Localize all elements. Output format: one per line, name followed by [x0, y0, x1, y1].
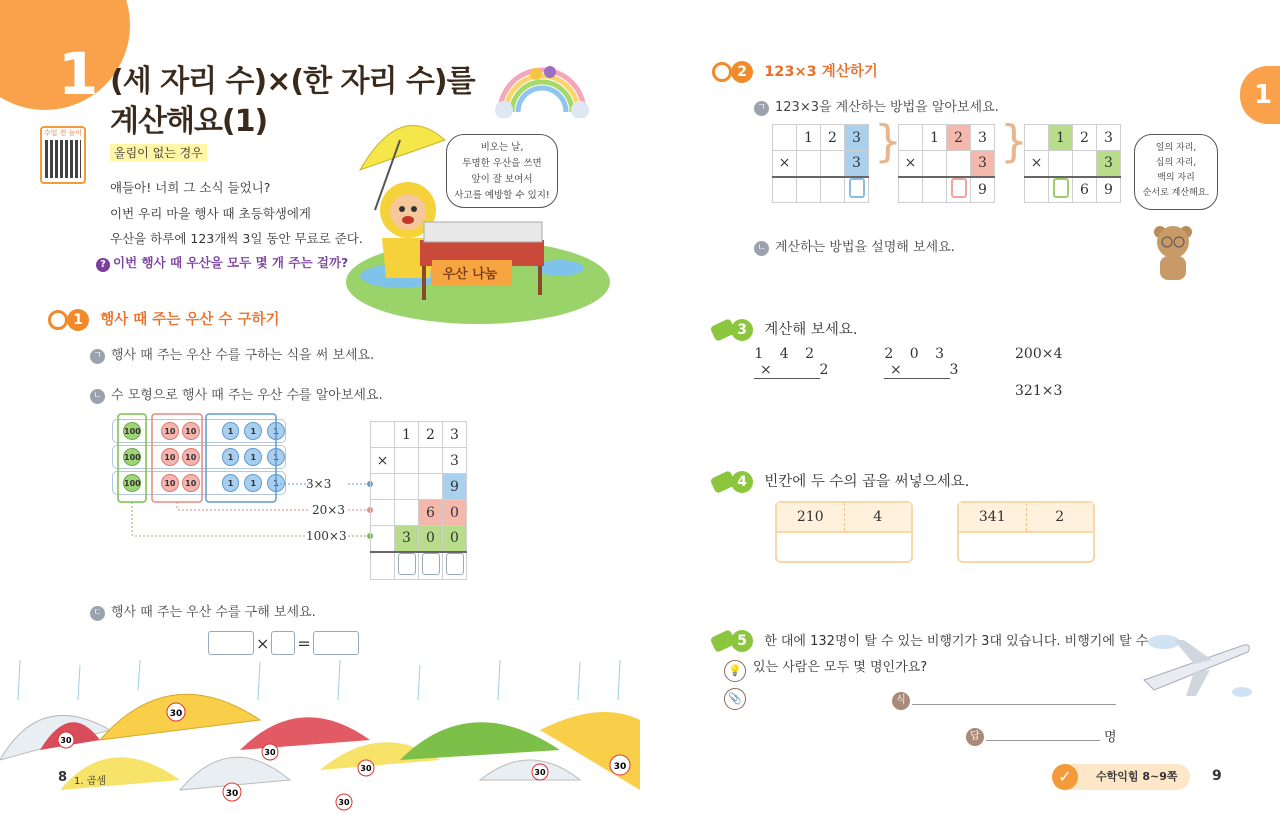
grid3-hundreds-box[interactable]	[1053, 178, 1069, 198]
section4-title: 빈칸에 두 수의 곱을 써넣으세요.	[764, 474, 970, 490]
eq-box-3[interactable]	[313, 631, 359, 655]
label-100x3: 100×3	[306, 529, 347, 543]
pencil-icon	[710, 470, 737, 494]
intro-question: ? 이번 행사 때 우산을 모두 몇 개 주는 걸까?	[96, 253, 348, 272]
qr-code[interactable]	[45, 140, 81, 178]
chapter-number: 1	[58, 40, 99, 108]
section3-header	[712, 318, 857, 341]
s1-question-a: ㄱ 행사 때 주는 우산 수를 구하는 식을 써 보세요.	[90, 344, 374, 364]
s1-multiplication-grid: 1 2 3 × 3 9 6 0 3 0 0	[370, 421, 467, 580]
check-icon: ✓	[1052, 764, 1078, 790]
answer-box-tens[interactable]	[422, 553, 440, 575]
problem-200x4: 200×4	[1015, 346, 1063, 362]
brace-2: }	[1000, 116, 1028, 167]
story-line-2: 이번 우리 마을 행사 때 초등학생에게	[110, 206, 311, 221]
product-box-2: 341 2	[957, 501, 1095, 563]
eq-box-2[interactable]	[271, 631, 295, 655]
expression-line[interactable]	[912, 704, 1116, 705]
dap-badge: 답	[966, 724, 984, 746]
umbrellas-decoration	[0, 660, 640, 814]
s2-question-b: ㄴ 계산하는 방법을 설명해 보세요.	[754, 236, 955, 256]
section2-title: 123×3 계산하기	[764, 64, 878, 80]
answer-box-hundreds[interactable]	[398, 553, 416, 575]
eq-box-1[interactable]	[208, 631, 254, 655]
lightbulb-icon[interactable]: 💡	[724, 660, 746, 682]
bear-speech-bubble: 일의 자리, 십의 자리, 백의 자리 순서로 계산해요.	[1134, 134, 1218, 210]
section5-number: 5	[731, 630, 753, 652]
coin-row-2: 100 10 10 1 1 1	[112, 445, 286, 469]
svg-text:30: 30	[360, 764, 372, 773]
s2-grid-1: 1 2 3 × 3	[772, 124, 869, 203]
paperclip-icon[interactable]: 📎	[724, 688, 746, 710]
s1-question-c: ㄷ 행사 때 주는 우산 수를 구해 보세요.	[90, 601, 316, 621]
section1-number: 1	[67, 309, 89, 331]
section5-title-line2: 있는 사람은 모두 몇 명인가요?	[753, 660, 928, 675]
svg-text:30: 30	[264, 748, 276, 757]
grid2-tens-box[interactable]	[951, 178, 967, 198]
speech-bubble: 비오는 날, 투명한 우산을 쓰면 앞이 잘 보여서 사고를 예방할 수 있지!	[446, 134, 558, 208]
page-number-left: 8	[58, 770, 68, 785]
answer-unit: 명	[1104, 730, 1117, 745]
s2-question-a: ㄱ 123×3을 계산하는 방법을 알아보세요.	[754, 96, 999, 116]
qr-label: 수업 전 놀이	[43, 129, 83, 137]
title-line2: 계산해요(1)	[110, 104, 268, 139]
s2-grid-3: 1 2 3 × 3 6 9	[1024, 124, 1121, 203]
page-label-left: 1. 곱셈	[74, 776, 107, 787]
svg-text:우산 나눔: 우산 나눔	[442, 267, 498, 282]
workbook-reference[interactable]: 수학익힘 8~9쪽	[1056, 764, 1190, 790]
svg-text:30: 30	[613, 762, 627, 772]
coin-row-3: 100 10 10 1 1 1	[112, 471, 286, 495]
magnifier-icon	[48, 310, 68, 330]
brace-1: }	[874, 116, 902, 167]
story-line-3: 우산을 하루에 123개씩 3일 동안 무료로 준다.	[110, 231, 363, 246]
svg-text:30: 30	[225, 789, 239, 799]
highlight-tag: 올림이 없는 경우	[110, 144, 207, 161]
section5-header	[712, 630, 1148, 652]
title-line1: (세 자리 수)×(한 자리 수)를	[110, 64, 475, 99]
problem-203x3: 2 0 3 × 3	[884, 346, 965, 378]
section3-number: 3	[731, 319, 753, 341]
product-box-1: 210 4	[775, 501, 913, 563]
s2-grid-2: 1 2 3 × 3 9	[898, 124, 995, 203]
svg-text:30: 30	[534, 768, 546, 777]
section4-header	[712, 470, 969, 493]
answer-line[interactable]	[986, 740, 1100, 741]
product-answer-2[interactable]	[959, 533, 1093, 561]
problem-321x3: 321×3	[1015, 383, 1063, 399]
section4-number: 4	[731, 471, 753, 493]
section5-title-line1: 한 대에 132명이 탈 수 있는 비행기가 3대 있습니다. 비행기에 탈 수	[764, 634, 1149, 649]
pencil-icon	[710, 629, 737, 653]
svg-text:30: 30	[338, 798, 350, 807]
grid1-ones-box[interactable]	[849, 178, 865, 198]
svg-text:30: 30	[169, 709, 183, 719]
page-number-right: 9	[1212, 768, 1222, 784]
equation-row: × =	[208, 631, 359, 655]
airplane-illustration	[1134, 630, 1254, 700]
section2-header	[712, 60, 878, 83]
label-20x3: 20×3	[312, 503, 345, 517]
section1-title: 행사 때 주는 우산 수 구하기	[100, 312, 280, 328]
s1-question-b: ㄴ 수 모형으로 행사 때 주는 우산 수를 알아보세요.	[90, 384, 383, 404]
chapter-tab[interactable]: 1	[1240, 66, 1280, 124]
bear-illustration	[1148, 222, 1198, 284]
sik-badge: 식	[892, 688, 910, 710]
answer-box-ones[interactable]	[446, 553, 464, 575]
label-3x3: 3×3	[306, 477, 332, 491]
section1-header	[48, 308, 280, 331]
pencil-icon	[710, 318, 737, 342]
section3-title: 계산해 보세요.	[764, 322, 858, 338]
problem-142x2: 1 4 2 × 2	[754, 346, 835, 378]
product-answer-1[interactable]	[777, 533, 911, 561]
svg-text:30: 30	[60, 736, 72, 745]
section2-number: 2	[731, 61, 753, 83]
magnifier-icon	[712, 62, 732, 82]
coin-row-1: 100 10 10 1 1 1	[112, 419, 286, 443]
question-icon: ?	[96, 258, 110, 272]
story-line-1: 얘들아! 너희 그 소식 들었니?	[110, 180, 271, 195]
